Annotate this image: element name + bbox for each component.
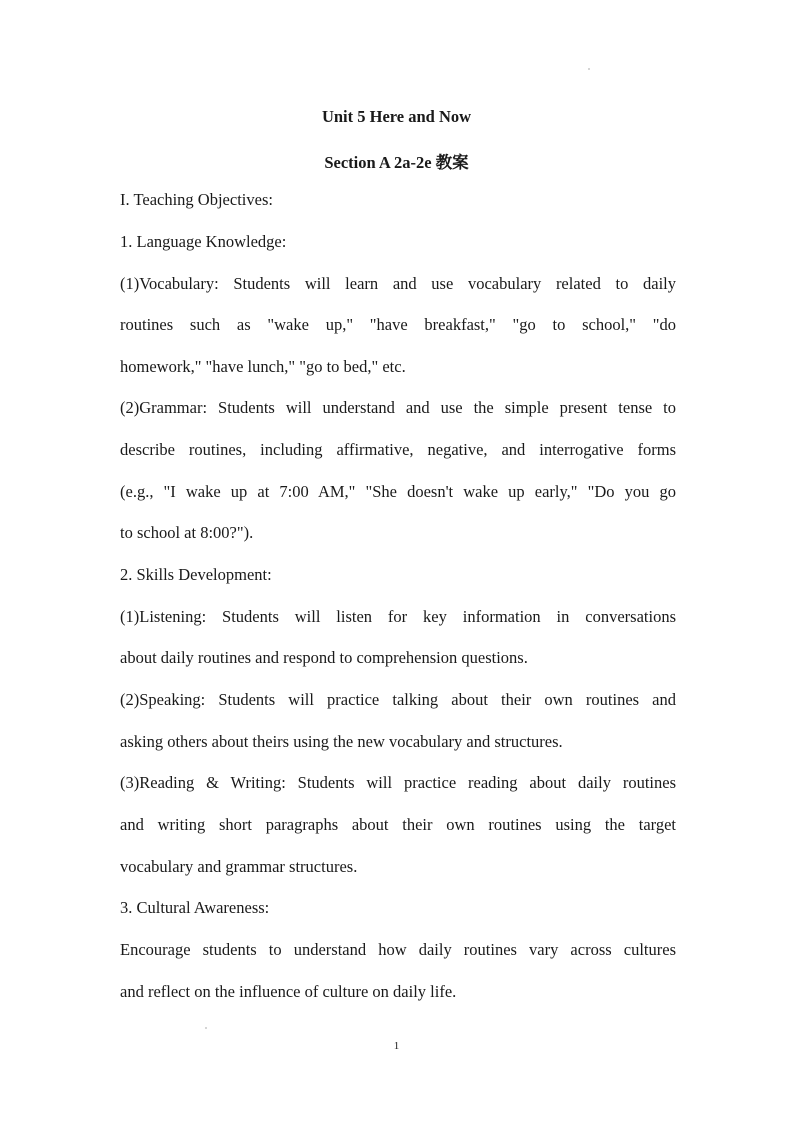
paragraph-line: describe routines, including affirmative, negative, and interrogative forms xyxy=(120,440,676,459)
paragraph-line: (2)Grammar: Students will understand and use the simple present tense to xyxy=(120,398,676,417)
document-subtitle: Section A 2a-2e 教案 xyxy=(324,153,469,172)
document-title: Unit 5 Here and Now xyxy=(321,107,472,126)
paragraph-line: (2)Speaking: Students will practice talking about their own routines and xyxy=(120,690,676,709)
paragraph-line: routines such as "wake up," "have breakfast," "go to school," "do xyxy=(120,315,676,334)
paragraph-line: vocabulary and grammar structures. xyxy=(120,857,358,876)
paragraph-line: to school at 8:00?"). xyxy=(120,523,254,542)
paragraph-line: about daily routines and respond to comprehension questions. xyxy=(120,648,528,667)
paragraph-line: asking others about theirs using the new vocabulary and structures. xyxy=(120,732,563,751)
heading-language-knowledge: 1. Language Knowledge: xyxy=(120,232,287,251)
paragraph-line: (1)Vocabulary: Students will learn and use vocabulary related to daily xyxy=(120,274,676,293)
paragraph-line: (e.g., "I wake up at 7:00 AM," "She doesn't wake up early," "Do you go xyxy=(120,482,676,501)
paragraph-line: (3)Reading & Writing: Students will practice reading about daily routines xyxy=(120,773,676,792)
heading-teaching-objectives: I. Teaching Objectives: xyxy=(120,190,273,209)
scan-speck xyxy=(205,1027,207,1029)
heading-skills-development: 2. Skills Development: xyxy=(120,565,272,584)
paragraph-line: (1)Listening: Students will listen for key information in conversations xyxy=(120,607,676,626)
paragraph-line: homework," "have lunch," "go to bed," etc. xyxy=(120,357,406,376)
paragraph-line: and writing short paragraphs about their own routines using the target xyxy=(120,815,676,834)
heading-cultural-awareness: 3. Cultural Awareness: xyxy=(120,898,270,917)
scan-speck xyxy=(588,68,590,70)
paragraph-line: Encourage students to understand how daily routines vary across cultures xyxy=(120,940,676,959)
page-number: 1 xyxy=(393,1040,400,1052)
paragraph-line: and reflect on the influence of culture on daily life. xyxy=(120,982,457,1001)
